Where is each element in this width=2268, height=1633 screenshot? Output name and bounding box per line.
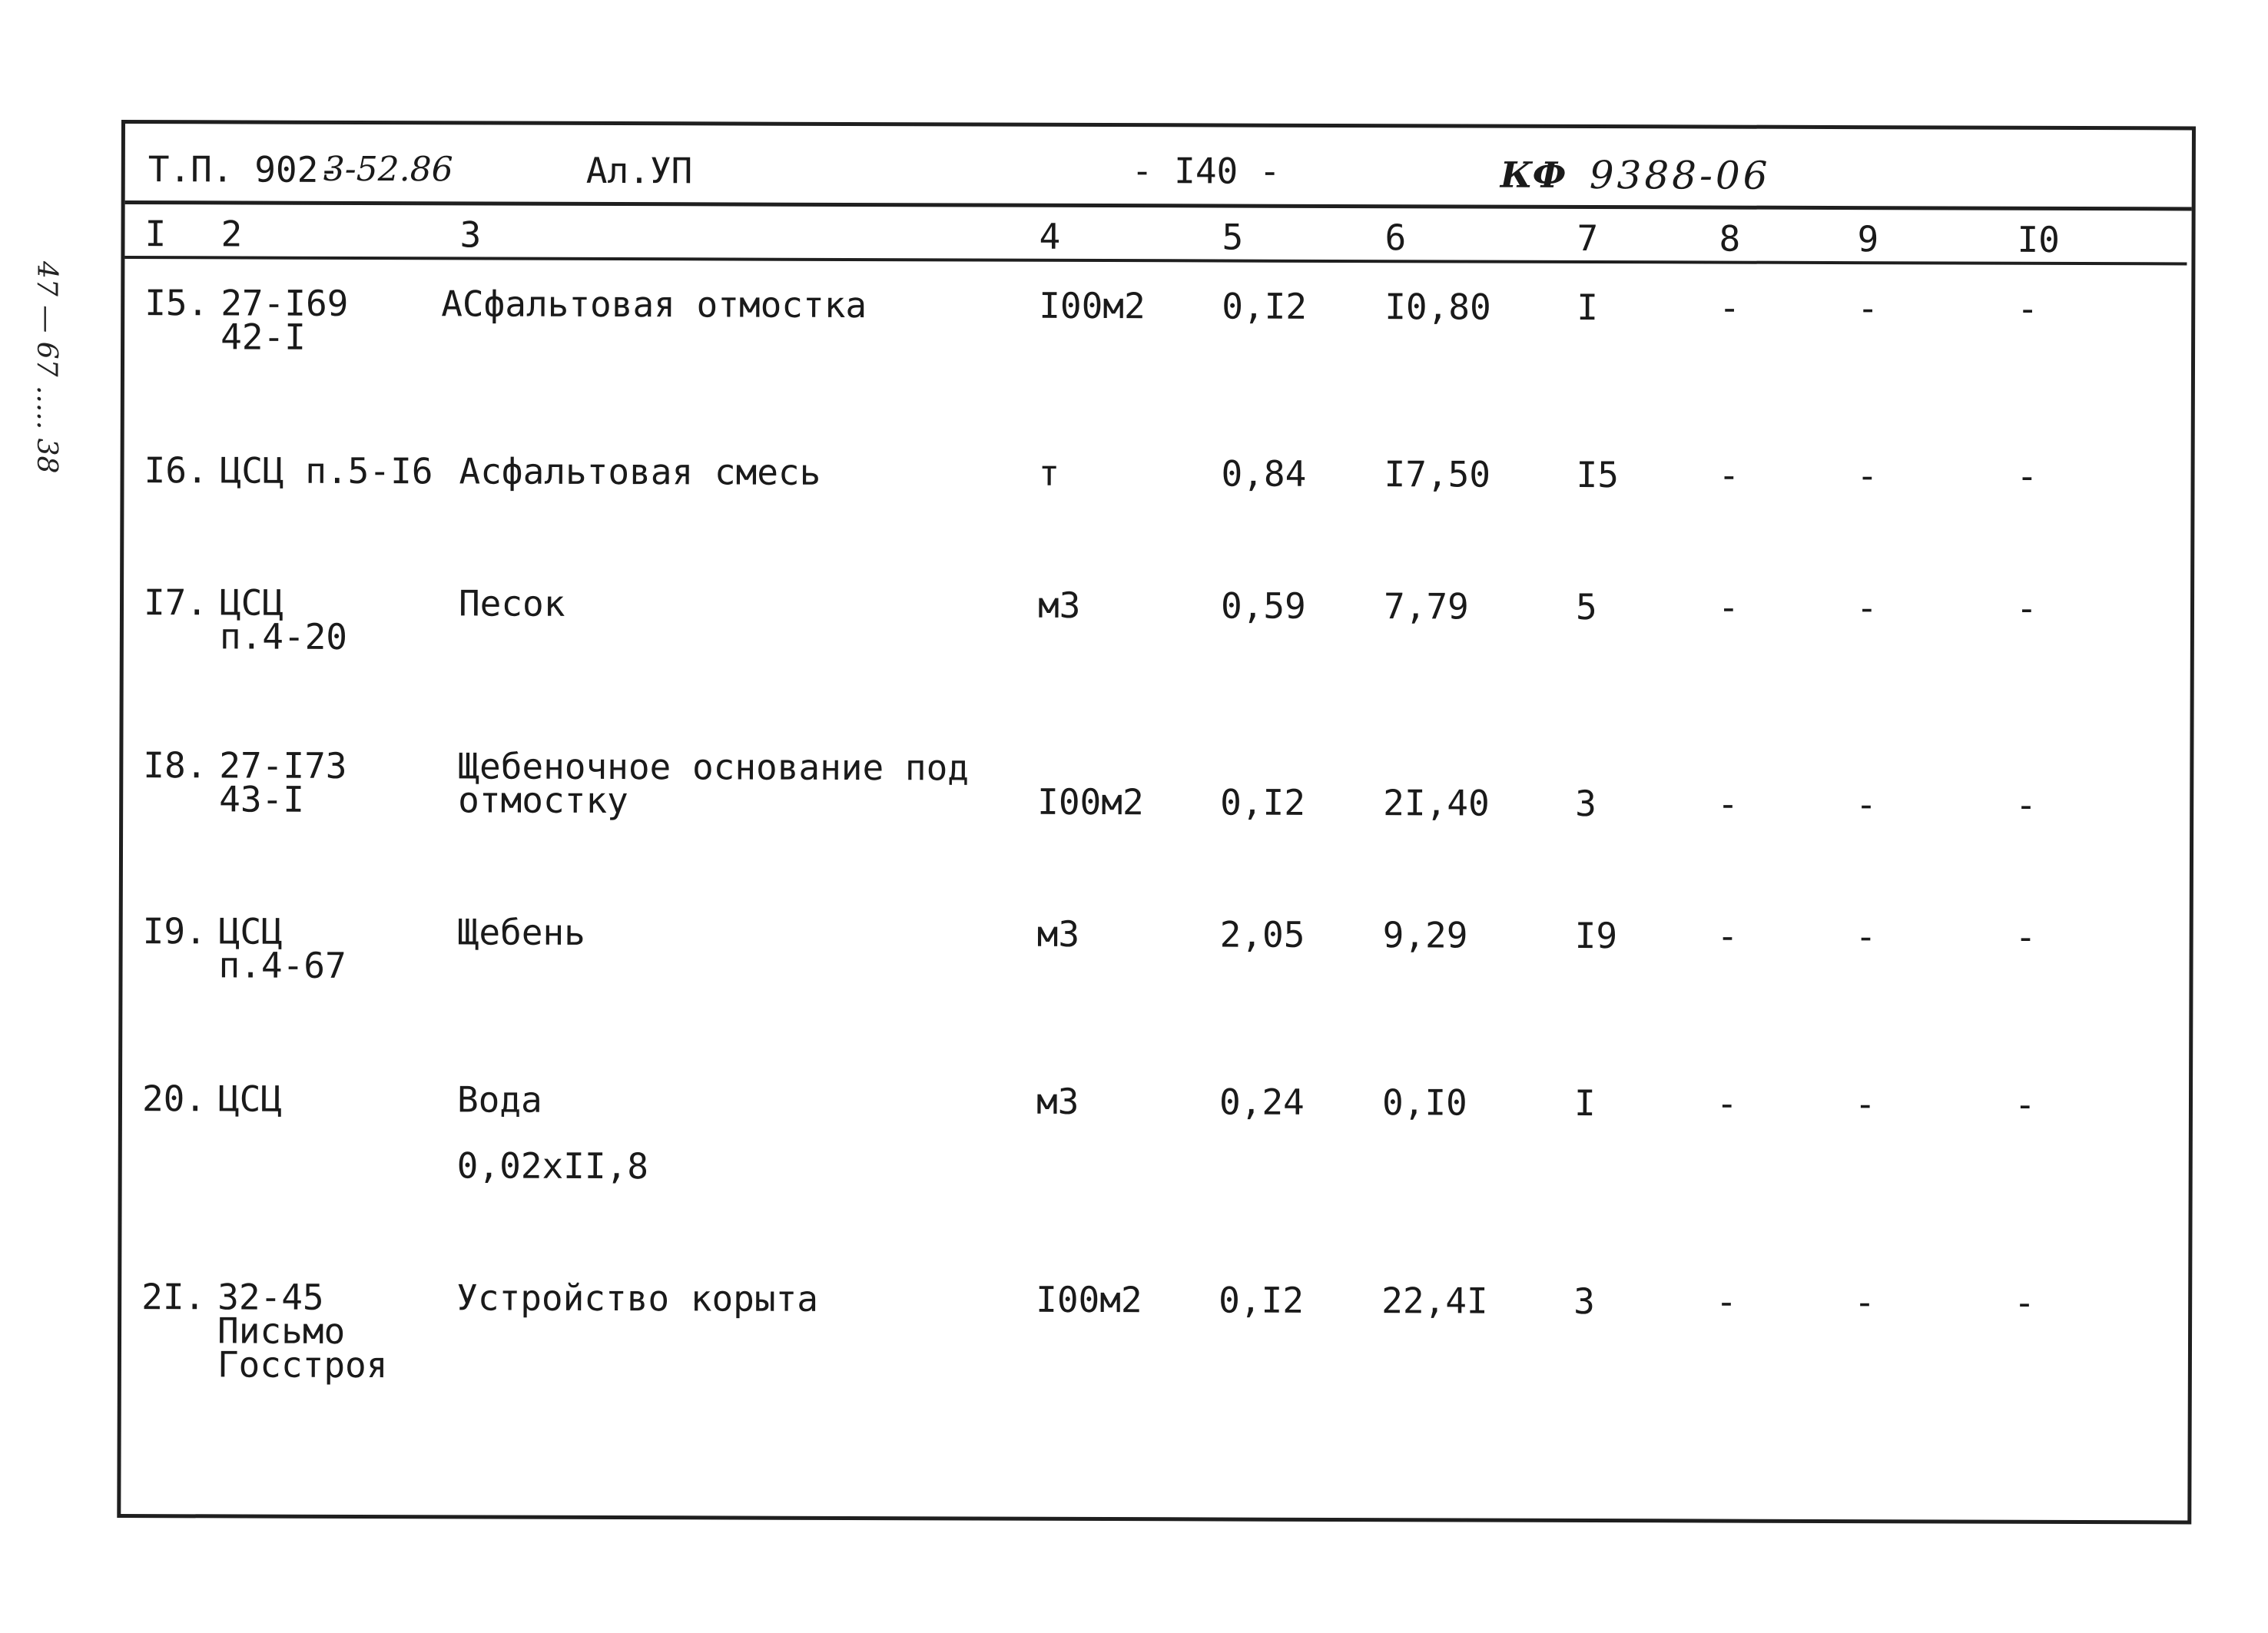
code-number: 9388-06 bbox=[1589, 153, 1771, 198]
row-name-line: Устройство корыта bbox=[456, 1277, 819, 1320]
doc-number-printed: Т.П. 902- bbox=[148, 148, 340, 190]
row-price: I0,80 bbox=[1384, 286, 1491, 328]
row-price: 7,79 bbox=[1383, 585, 1469, 628]
header-divider bbox=[125, 200, 2192, 210]
row-col7: I9 bbox=[1574, 914, 1618, 957]
row-code-line: Госстроя bbox=[217, 1343, 388, 1386]
row-col7: 3 bbox=[1573, 1280, 1595, 1323]
column-header: 4 bbox=[1039, 215, 1061, 257]
row-col8: - bbox=[1717, 783, 1739, 825]
row-quantity: 0,59 bbox=[1220, 585, 1306, 627]
row-number: 2I. bbox=[141, 1276, 206, 1318]
row-number: I9. bbox=[142, 910, 207, 952]
row-unit: м3 bbox=[1037, 584, 1081, 626]
row-col7: I5 bbox=[1576, 453, 1620, 496]
row-name-line: отмостку bbox=[458, 779, 628, 822]
row-col10: - bbox=[2014, 1281, 2035, 1323]
margin-side-note: 47 — 67 ..... 38 bbox=[31, 261, 62, 474]
row-price: 2I,40 bbox=[1383, 782, 1490, 824]
row-number: I8. bbox=[143, 744, 207, 787]
row-name-line: Щебеночное основание под bbox=[458, 745, 970, 789]
row-number: I5. bbox=[144, 282, 209, 324]
row-price: 22,4I bbox=[1381, 1280, 1488, 1322]
row-code-line: ЦСЦ bbox=[219, 581, 284, 624]
row-unit: I00м2 bbox=[1037, 780, 1144, 823]
row-unit: I00м2 bbox=[1039, 284, 1146, 327]
row-col10: - bbox=[2017, 287, 2039, 330]
row-col9: - bbox=[1856, 455, 1878, 497]
row-code-line: Письмо bbox=[217, 1310, 346, 1352]
row-price: 0,I0 bbox=[1381, 1081, 1467, 1124]
row-quantity: 0,I2 bbox=[1222, 285, 1308, 327]
row-quantity: 2,05 bbox=[1219, 913, 1305, 956]
row-code-line: п.4-20 bbox=[219, 615, 348, 658]
row-col8: - bbox=[1716, 915, 1739, 957]
row-name-line: Асфальтовая смесь bbox=[459, 450, 821, 493]
code-prefix: КФ bbox=[1500, 154, 1567, 196]
document-table-frame bbox=[117, 120, 2196, 1524]
page-number: - I40 - bbox=[1131, 150, 1281, 192]
row-col8: - bbox=[1717, 586, 1739, 628]
row-name-line: Вода bbox=[456, 1078, 542, 1121]
row-col9: - bbox=[1855, 587, 1878, 629]
row-code-line: 27-I73 bbox=[219, 744, 347, 787]
row-col10: - bbox=[2016, 455, 2038, 497]
row-name-line: 0,02хII,8 bbox=[456, 1144, 649, 1187]
row-col7: 3 bbox=[1575, 782, 1597, 825]
row-col7: I bbox=[1577, 286, 1599, 329]
row-unit: т bbox=[1038, 452, 1060, 494]
row-code-line: 43-I bbox=[219, 778, 305, 820]
row-code-line: п.4-67 bbox=[218, 944, 346, 986]
row-col9: - bbox=[1854, 1083, 1876, 1125]
row-unit: м3 bbox=[1036, 913, 1080, 955]
row-unit: I00м2 bbox=[1036, 1278, 1142, 1321]
doc-number-handwritten: 3-52.86 bbox=[323, 149, 453, 190]
column-header: I bbox=[144, 213, 167, 255]
row-col9: - bbox=[1854, 1281, 1875, 1323]
column-header: 9 bbox=[1857, 218, 1879, 260]
column-header: 6 bbox=[1384, 217, 1407, 259]
row-col9: - bbox=[1855, 916, 1877, 958]
row-name-line: Песок bbox=[458, 582, 565, 624]
row-quantity: 0,I2 bbox=[1220, 781, 1306, 823]
row-col9: - bbox=[1855, 783, 1877, 826]
row-col10: - bbox=[2015, 783, 2037, 826]
column-header: 5 bbox=[1222, 216, 1244, 258]
row-name-line: АСфальтовая отмостка bbox=[441, 283, 867, 326]
row-col10: - bbox=[2014, 916, 2037, 958]
row-code-line: ЦСЦ п.5-I6 bbox=[220, 449, 433, 492]
row-unit: м3 bbox=[1036, 1080, 1079, 1122]
row-quantity: 0,24 bbox=[1219, 1081, 1305, 1123]
row-price: I7,50 bbox=[1384, 453, 1491, 495]
row-code-line: 42-I bbox=[220, 316, 306, 358]
row-col8: - bbox=[1718, 454, 1740, 496]
row-col8: - bbox=[1716, 1280, 1737, 1323]
row-col10: - bbox=[2014, 1083, 2036, 1125]
column-header: 8 bbox=[1719, 217, 1741, 260]
column-header: I0 bbox=[2017, 218, 2060, 260]
column-header: 3 bbox=[459, 214, 482, 256]
column-header: 7 bbox=[1577, 217, 1599, 260]
album-label: Ал.УП bbox=[585, 149, 693, 192]
row-col8: - bbox=[1719, 287, 1741, 329]
row-col10: - bbox=[2015, 587, 2038, 629]
row-price: 9,29 bbox=[1382, 914, 1468, 956]
row-code-line: 32-45 bbox=[217, 1276, 324, 1318]
row-col7: 5 bbox=[1575, 585, 1597, 628]
row-number: I6. bbox=[144, 449, 208, 492]
row-quantity: 0,I2 bbox=[1219, 1279, 1305, 1321]
row-code-line: 27-I69 bbox=[220, 282, 349, 324]
row-col9: - bbox=[1857, 287, 1879, 330]
row-name-line: Щебень bbox=[457, 911, 585, 953]
row-code-line: ЦСЦ bbox=[217, 1078, 283, 1120]
row-number: 20. bbox=[141, 1078, 207, 1120]
row-col7: I bbox=[1573, 1081, 1596, 1125]
row-col8: - bbox=[1716, 1082, 1738, 1125]
row-code-line: ЦСЦ bbox=[218, 910, 283, 952]
column-header: 2 bbox=[220, 213, 243, 255]
row-quantity: 0,84 bbox=[1221, 452, 1307, 495]
row-number: I7. bbox=[143, 581, 208, 624]
